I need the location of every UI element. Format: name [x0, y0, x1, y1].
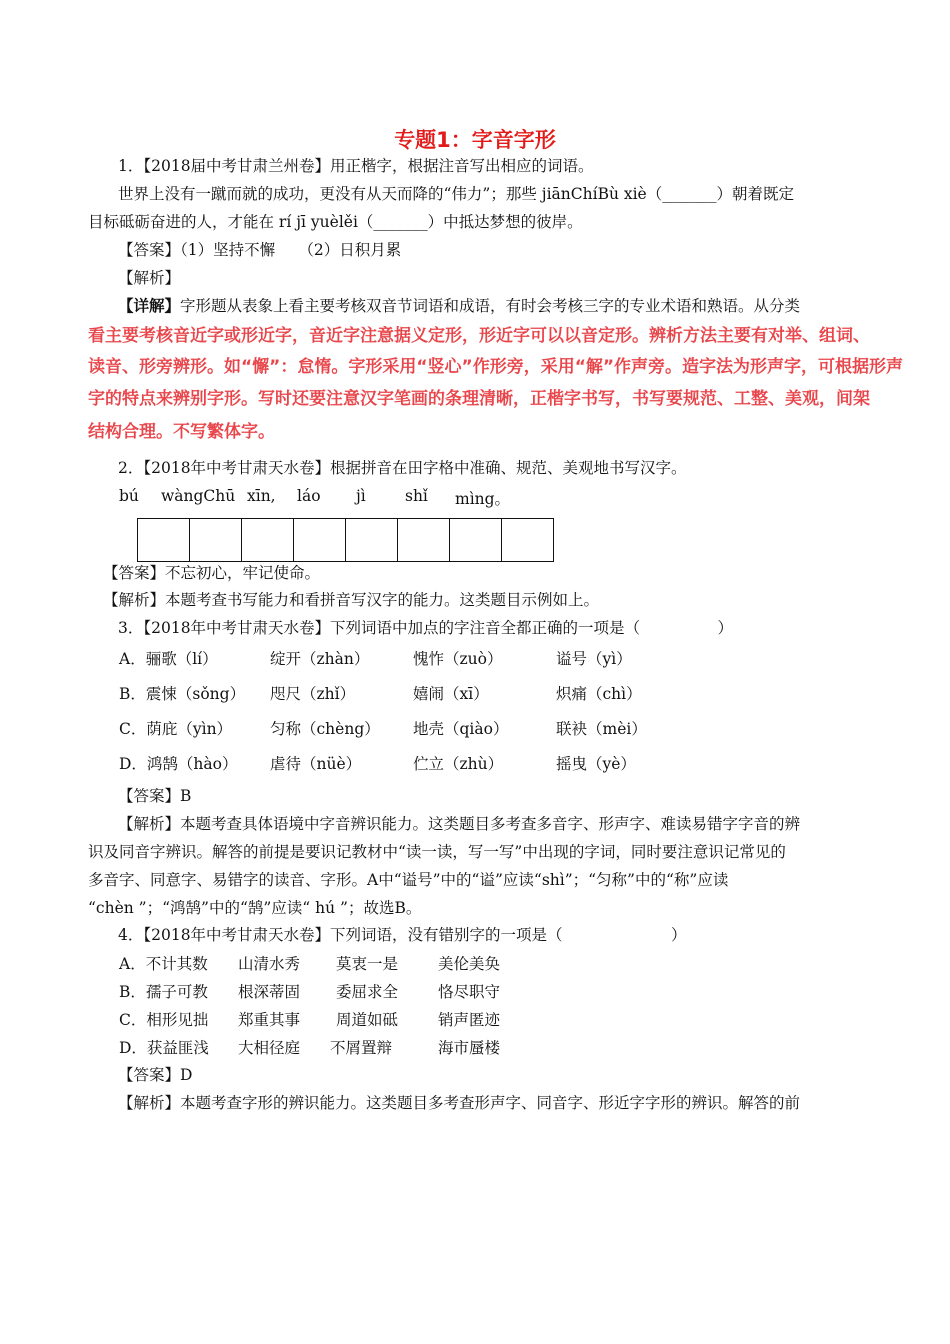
- q1-analysis-label: 【解析】: [118, 269, 181, 287]
- q2-pinyin-6: shǐ: [405, 487, 428, 505]
- q3-a-4: 谥号（yì）: [556, 650, 632, 668]
- q1-stem: 1．【2018届中考甘肃兰州卷】用正楷字，根据注音写出相应的词语。: [118, 157, 594, 175]
- q3-c-3: 地壳（qiào）: [413, 720, 509, 738]
- q3-b-1: B．震悚（sǒng）: [119, 685, 246, 703]
- grid-cell: [294, 519, 346, 561]
- q3-b-4: 炽痛（chì）: [556, 685, 642, 703]
- q4-b-4: 恪尽职守: [438, 983, 501, 1001]
- writing-grid: [137, 518, 554, 562]
- q4-c-2: 郑重其事: [238, 1011, 301, 1029]
- q3-b-2: 咫尺（zhǐ）: [270, 685, 356, 703]
- q2-pinyin-4: láo: [297, 487, 321, 505]
- q3-a-3: 愧怍（zuò）: [413, 650, 503, 668]
- q3-c-1: C．荫庇（yìn）: [119, 720, 233, 738]
- page-title: 专题1：字音字形: [394, 128, 556, 152]
- q2-pinyin-5: jì: [356, 487, 366, 505]
- q3-analysis-3: 多音字、同意字、易错字的读音、字形。A中“谥号”中的“谥”应读“shì”；“匀称”中的“称”应读: [88, 871, 729, 889]
- grid-cell: [502, 519, 553, 561]
- q2-analysis: 【解析】本题考查书写能力和看拼音写汉字的能力。这类题目示例如上。: [103, 591, 600, 609]
- q3-analysis-4: “chèn ”；“鸿鹄”中的“鹄”应读“ hú ”；故选B。: [88, 899, 422, 917]
- q2-pinyin-2: wàngChū: [161, 487, 236, 505]
- q4-d-2: 大相径庭: [238, 1039, 301, 1057]
- q4-b-2: 根深蒂固: [238, 983, 301, 1001]
- q4-d-1: D．获益匪浅: [119, 1039, 209, 1057]
- q3-analysis-2: 识及同音字辨识。解答的前提是要识记教材中“读一读，写一写”中出现的字词，同时要注意识记常见的: [88, 843, 786, 861]
- q3-a-2: 绽开（zhàn）: [270, 650, 370, 668]
- q4-d-4: 海市蜃楼: [438, 1039, 501, 1057]
- q4-stem: 4．【2018年中考甘肃天水卷】下列词语，没有错别字的一项是（ ）: [118, 926, 687, 944]
- q3-answer: 【答案】B: [118, 787, 192, 805]
- q4-a-1: A．不计其数: [119, 955, 208, 973]
- grid-cell: [242, 519, 294, 561]
- q1-detail: [118, 295, 878, 317]
- q4-c-3: 周道如砥: [336, 1011, 399, 1029]
- q4-a-3: 莫衷一是: [336, 955, 399, 973]
- q3-d-2: 虐待（nüè）: [270, 755, 362, 773]
- q1-text-2: 目标砥砺奋进的人，才能在 rí jī yuèlěi（_______）中抵达梦想的彼岸。: [88, 213, 583, 231]
- q4-b-3: 委屈求全: [336, 983, 399, 1001]
- q3-d-3: 伫立（zhù）: [413, 755, 504, 773]
- q1-red-line-3: 字的特点来辨别字形。写时还要注意汉字笔画的条理清晰，正楷字书写，书写要规范、工整、美观，间架: [88, 389, 870, 409]
- q2-stem: 2．【2018年中考甘肃天水卷】根据拼音在田字格中准确、规范、美观地书写汉字。: [118, 459, 687, 477]
- q1-red-line-4: 结构合理。不写繁体字。: [88, 422, 275, 442]
- grid-cell: [450, 519, 502, 561]
- q3-c-4: 联袂（mèi）: [556, 720, 647, 738]
- q3-d-1: D．鸿鹄（hào）: [119, 755, 238, 773]
- q4-c-4: 销声匿迹: [438, 1011, 501, 1029]
- grid-cell: [346, 519, 398, 561]
- grid-cell: [190, 519, 242, 561]
- q3-stem: 3．【2018年中考甘肃天水卷】下列词语中加点的字注音全都正确的一项是（ ）: [118, 619, 734, 637]
- q1-answer: 【答案】（1）坚持不懈 （2）日积月累: [118, 241, 402, 259]
- q2-pinyin-3: xīn,: [247, 487, 276, 505]
- q2-pinyin-7: mìng。: [455, 490, 511, 508]
- q3-d-4: 摇曳（yè）: [556, 755, 636, 773]
- q1-detail-tag: 【详解】: [118, 296, 181, 315]
- q1-red-line-2: 读音、形旁辨形。如“懈”：怠惰。字形采用“竖心”作形旁，采用“解”作声旁。造字法为形声字，可根据形声: [88, 357, 904, 377]
- q4-b-1: B．孺子可教: [119, 983, 208, 1001]
- q2-pinyin-1: bú: [119, 487, 139, 505]
- q3-a-1: A．骊歌（lí）: [119, 650, 218, 668]
- q4-answer: 【答案】D: [118, 1066, 193, 1084]
- q4-a-2: 山清水秀: [238, 955, 301, 973]
- q1-red-line-1: 看主要考核音近字或形近字，音近字注意据义定形，形近字可以以音定形。辨析方法主要有对举、组词、: [88, 326, 870, 346]
- q4-c-1: C．相形见拙: [119, 1011, 209, 1029]
- q4-analysis: 【解析】本题考查字形的辨识能力。这类题目多考查形声字、同音字、形近字字形的辨识。解答的前: [118, 1094, 801, 1112]
- q4-a-4: 美伦美奂: [438, 955, 501, 973]
- q4-d-3: 不屑置辩: [330, 1039, 393, 1057]
- q3-analysis-1: 【解析】本题考查具体语境中字音辨识能力。这类题目多考查多音字、形声字、难读易错字字音的辨: [118, 815, 801, 833]
- q1-detail-text: 字形题从表象上看主要考核双音节词语和成语，有时会考核三字的专业术语和熟语。从分类: [180, 297, 801, 315]
- q3-b-3: 嬉闹（xī）: [413, 685, 489, 703]
- grid-cell: [398, 519, 450, 561]
- q3-c-2: 匀称（chèng）: [270, 720, 380, 738]
- grid-cell: [138, 519, 190, 561]
- q2-answer: 【答案】不忘初心，牢记使命。: [103, 564, 321, 582]
- q1-text-1: 世界上没有一蹴而就的成功，更没有从天而降的“伟力”；那些 jiānChíBù xiè（_______）朝着既定: [118, 185, 794, 203]
